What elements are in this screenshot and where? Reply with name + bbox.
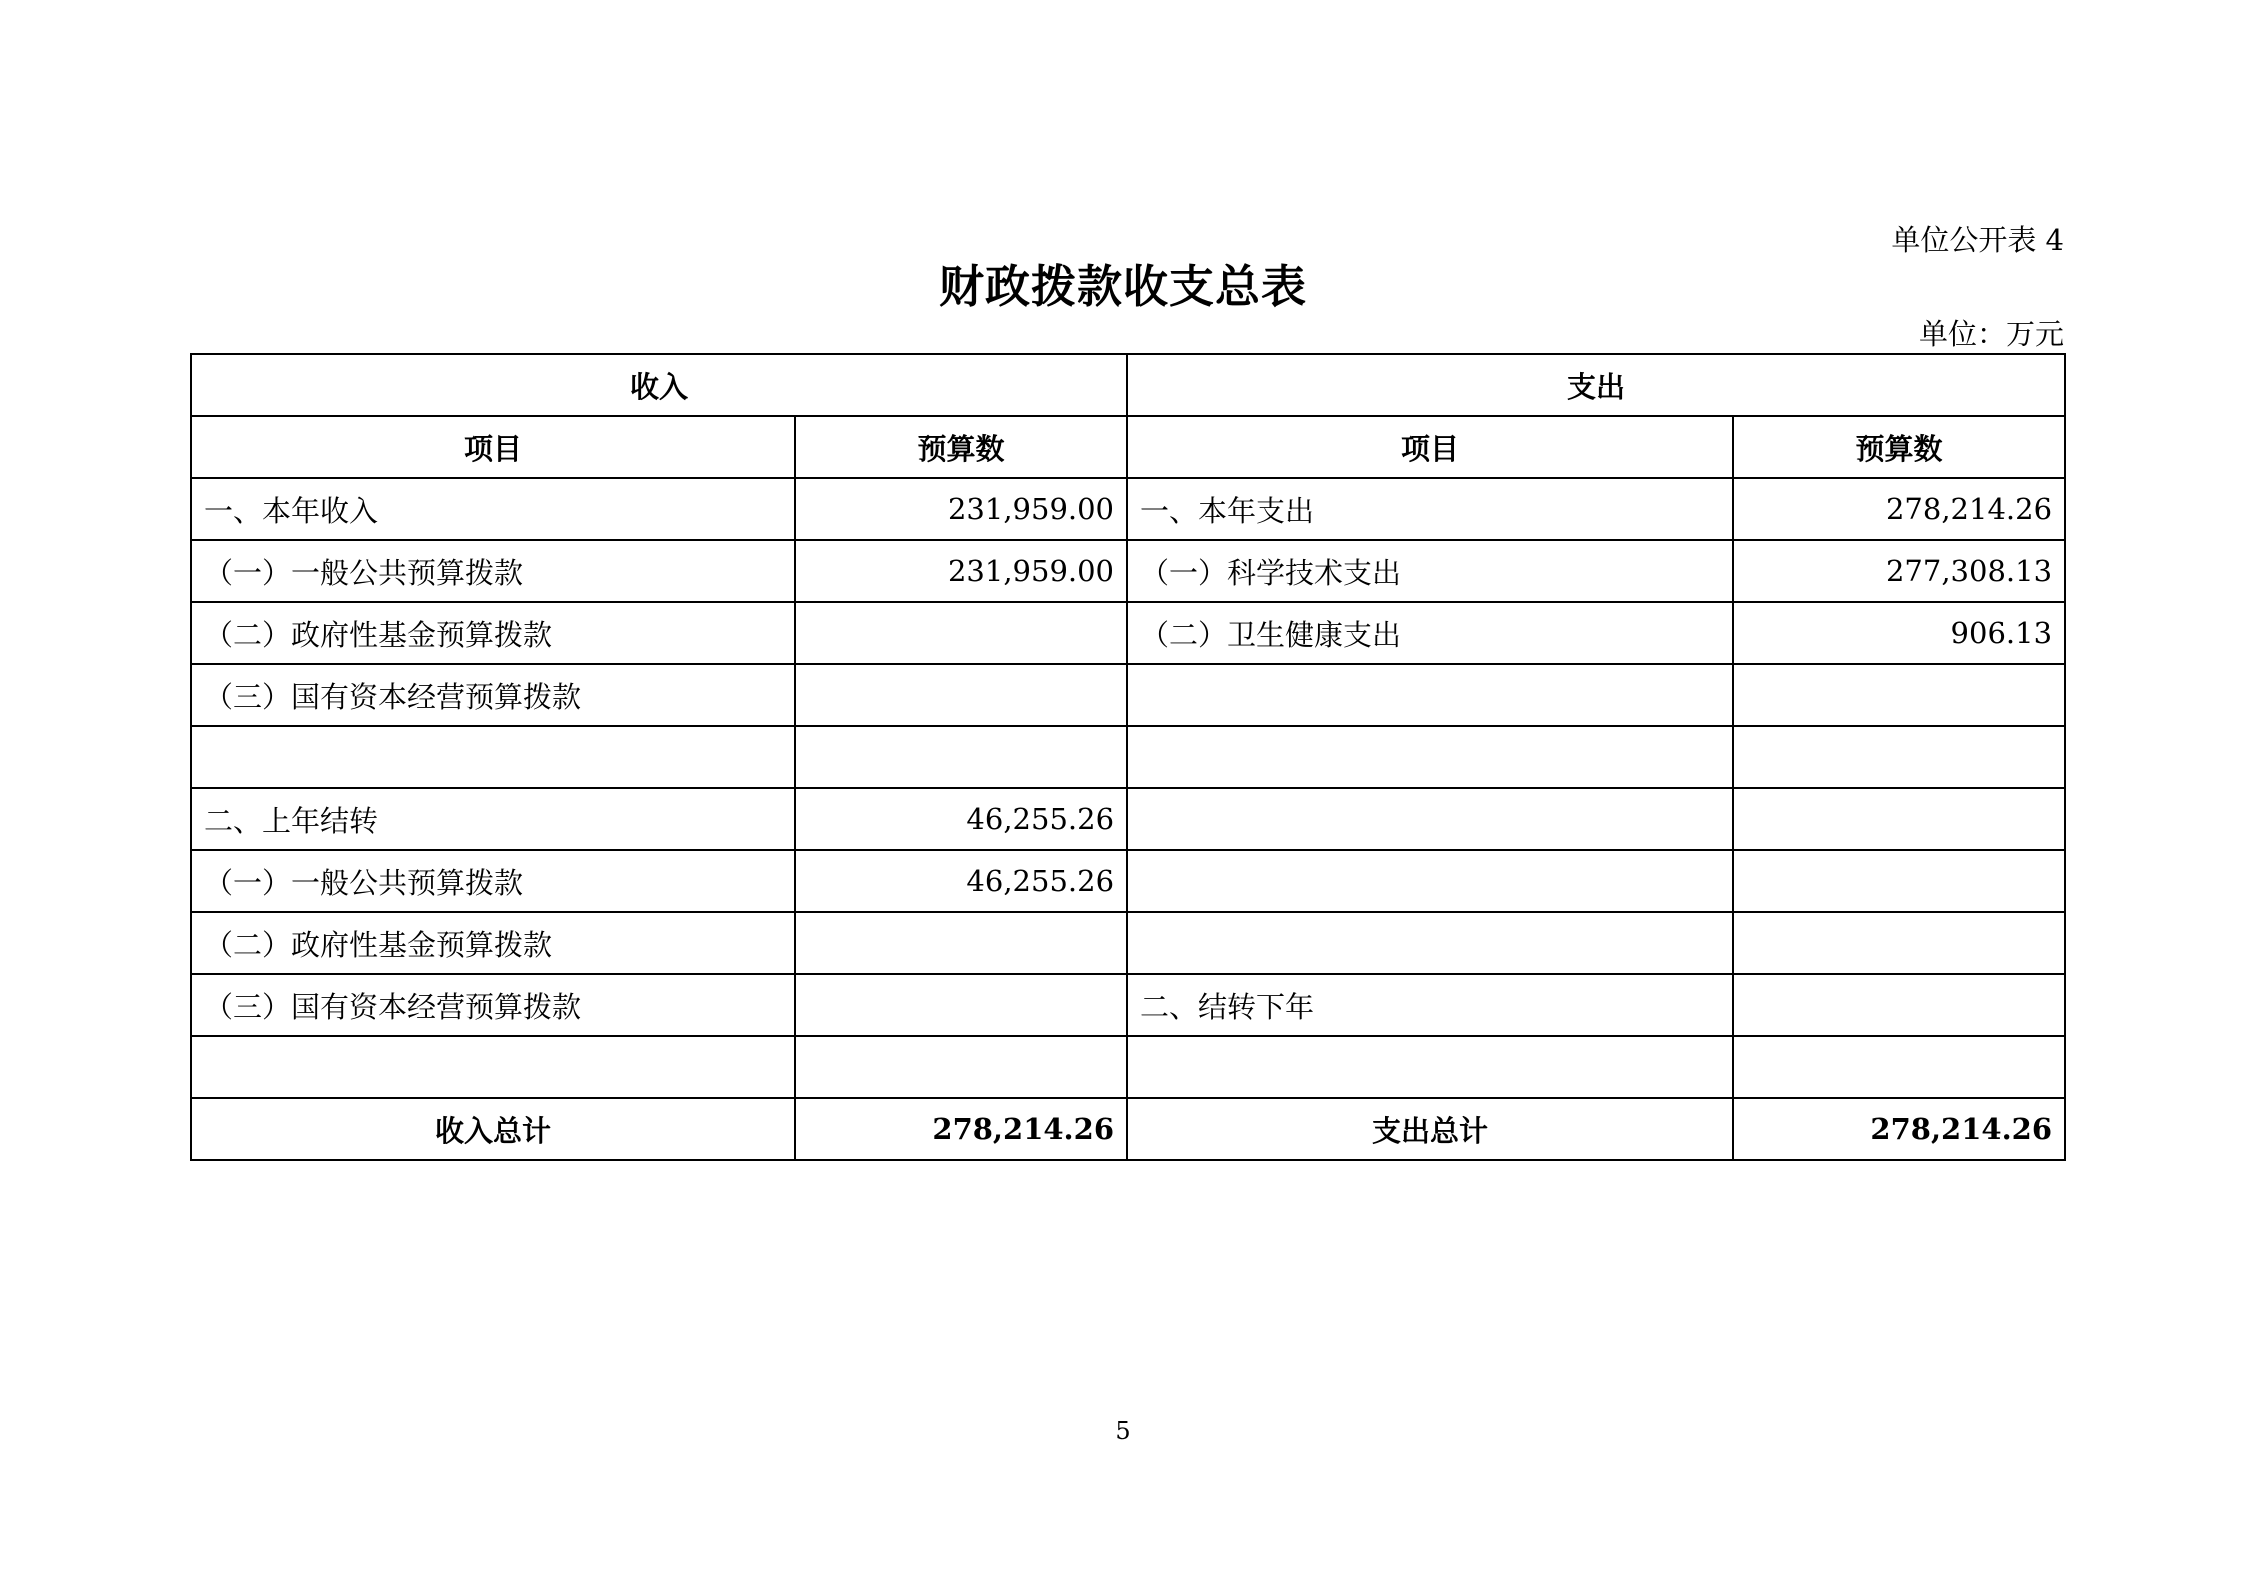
- income-item-cell: （一）一般公共预算拨款: [191, 540, 795, 602]
- income-value-cell: [795, 974, 1127, 1036]
- expense-item-cell: [1127, 664, 1733, 726]
- page-number: 5: [1115, 1417, 1131, 1445]
- expense-item-cell: （一）科学技术支出: [1127, 540, 1733, 602]
- income-budget-column-header: 预算数: [795, 416, 1127, 478]
- expense-value-cell: [1733, 1036, 2065, 1098]
- income-item-cell: （三）国有资本经营预算拨款: [191, 664, 795, 726]
- expense-item-cell: [1127, 788, 1733, 850]
- income-value-cell: 46,255.26: [795, 850, 1127, 912]
- income-item-cell: （二）政府性基金预算拨款: [191, 912, 795, 974]
- expense-value-cell: 906.13: [1733, 602, 2065, 664]
- expense-item-cell: [1127, 850, 1733, 912]
- expense-total-value: 278,214.26: [1733, 1098, 2065, 1160]
- expense-value-cell: [1733, 664, 2065, 726]
- expense-value-cell: [1733, 974, 2065, 1036]
- table-row: [191, 478, 2065, 540]
- expense-budget-column-header: 预算数: [1733, 416, 2065, 478]
- table-row: [191, 788, 2065, 850]
- income-value-cell: [795, 1036, 1127, 1098]
- table-row: [191, 974, 2065, 1036]
- expense-item-cell: [1127, 912, 1733, 974]
- expense-value-cell: [1733, 850, 2065, 912]
- table-row: [191, 602, 2065, 664]
- table-number: 单位公开表 4: [1891, 223, 2064, 257]
- budget-summary-table: [190, 353, 2066, 1161]
- expense-value-cell: 277,308.13: [1733, 540, 2065, 602]
- income-item-cell: （三）国有资本经营预算拨款: [191, 974, 795, 1036]
- income-item-cell: [191, 1036, 795, 1098]
- expense-value-cell: 278,214.26: [1733, 478, 2065, 540]
- expense-section-header: 支出: [1127, 354, 2065, 416]
- income-item-column-header: 项目: [191, 416, 795, 478]
- table-row: [191, 664, 2065, 726]
- expense-item-cell: 一、本年支出: [1127, 478, 1733, 540]
- income-value-cell: 46,255.26: [795, 788, 1127, 850]
- expense-value-cell: [1733, 726, 2065, 788]
- expense-item-column-header: 项目: [1127, 416, 1733, 478]
- table-row: [191, 726, 2065, 788]
- table-row: [191, 850, 2065, 912]
- section-header-row: [191, 354, 2065, 416]
- income-section-header: 收入: [191, 354, 1127, 416]
- expense-item-cell: [1127, 726, 1733, 788]
- unit-label: 单位：万元: [1918, 317, 2064, 351]
- expense-value-cell: [1733, 912, 2065, 974]
- income-value-cell: [795, 726, 1127, 788]
- income-item-cell: （二）政府性基金预算拨款: [191, 602, 795, 664]
- column-header-row: [191, 416, 2065, 478]
- income-item-cell: （一）一般公共预算拨款: [191, 850, 795, 912]
- table-row: [191, 912, 2065, 974]
- income-item-cell: 一、本年收入: [191, 478, 795, 540]
- expense-item-cell: [1127, 1036, 1733, 1098]
- table-row: [191, 540, 2065, 602]
- expense-value-cell: [1733, 788, 2065, 850]
- page-title: 财政拨款收支总表: [938, 260, 1307, 313]
- income-value-cell: 231,959.00: [795, 540, 1127, 602]
- totals-row: [191, 1098, 2065, 1160]
- income-total-value: 278,214.26: [795, 1098, 1127, 1160]
- table-row: [191, 1036, 2065, 1098]
- expense-total-label: 支出总计: [1127, 1098, 1733, 1160]
- income-value-cell: [795, 664, 1127, 726]
- income-value-cell: 231,959.00: [795, 478, 1127, 540]
- expense-item-cell: （二）卫生健康支出: [1127, 602, 1733, 664]
- income-item-cell: 二、上年结转: [191, 788, 795, 850]
- income-value-cell: [795, 912, 1127, 974]
- income-value-cell: [795, 602, 1127, 664]
- expense-item-cell: 二、结转下年: [1127, 974, 1733, 1036]
- income-total-label: 收入总计: [191, 1098, 795, 1160]
- income-item-cell: [191, 726, 795, 788]
